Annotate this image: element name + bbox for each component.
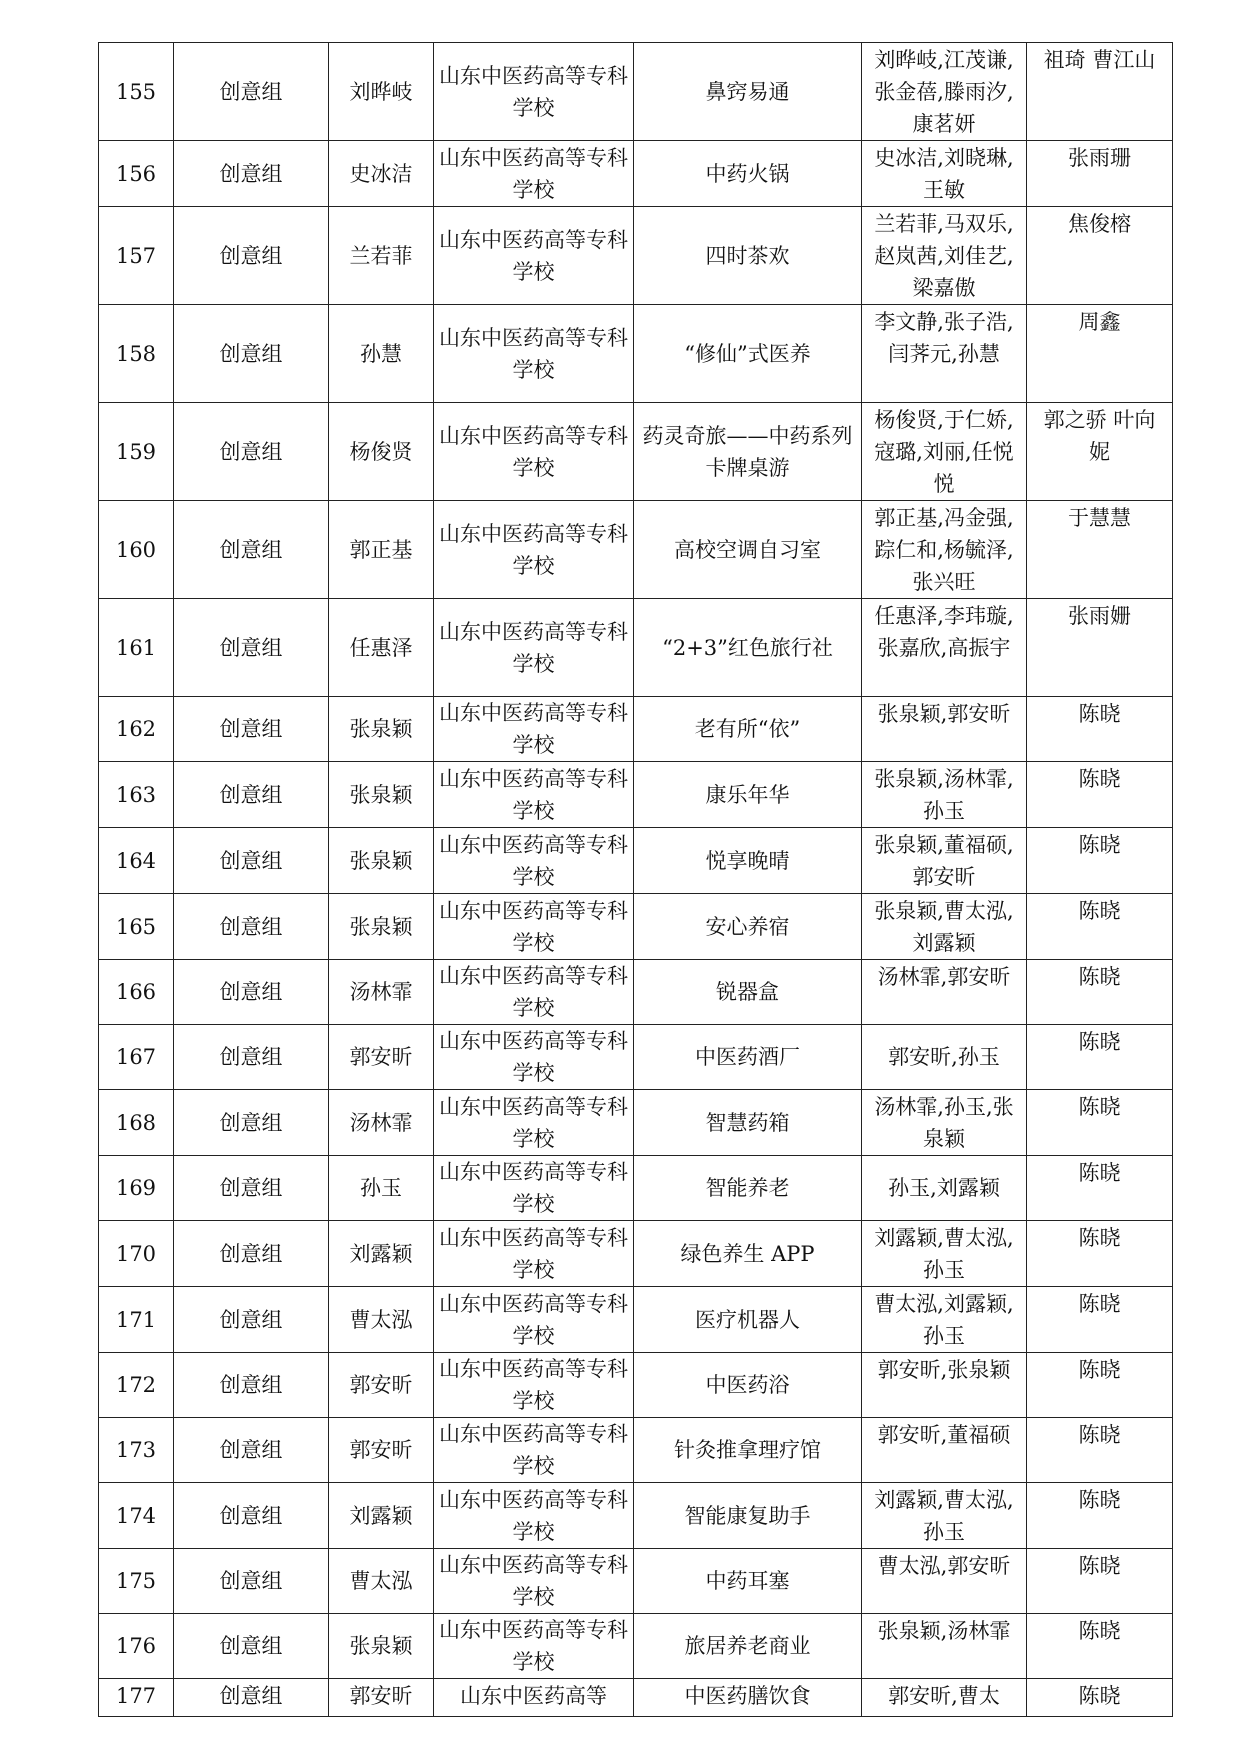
cell-advisor: 陈晓 [1027,1614,1173,1679]
cell-members: 郭安昕,董福硕 [862,1418,1027,1483]
cell-advisor: 周鑫 [1027,305,1173,403]
table-row [99,1090,1173,1156]
cell-advisor: 陈晓 [1027,894,1173,960]
table-row [99,894,1173,960]
cell-school: 山东中医药高等专科学校 [434,1090,634,1156]
cell-group: 创意组 [174,960,329,1025]
cell-advisor: 陈晓 [1027,1483,1173,1549]
cell-group: 创意组 [174,1614,329,1679]
cell-project: 智能康复助手 [634,1483,862,1549]
cell-group: 创意组 [174,697,329,762]
cell-members: 张泉颖,曹太泓,刘露颖 [862,894,1027,960]
cell-project: 鼻窍易通 [634,43,862,141]
cell-group: 创意组 [174,1221,329,1287]
cell-leader: 刘露颖 [329,1221,434,1287]
cell-leader: 汤林霏 [329,1090,434,1156]
cell-members: 史冰洁,刘晓琳,王敏 [862,141,1027,207]
cell-group: 创意组 [174,1025,329,1090]
cell-no: 172 [99,1353,174,1418]
cell-advisor: 陈晓 [1027,697,1173,762]
cell-group: 创意组 [174,501,329,599]
cell-members: 汤林霏,郭安昕 [862,960,1027,1025]
cell-group: 创意组 [174,43,329,141]
table-row [99,1353,1173,1418]
cell-project: 药灵奇旅——中药系列卡牌桌游 [634,403,862,501]
cell-no: 177 [99,1679,174,1717]
cell-no: 176 [99,1614,174,1679]
cell-leader: 任惠泽 [329,599,434,697]
cell-group: 创意组 [174,403,329,501]
cell-school: 山东中医药高等 [434,1679,634,1717]
cell-members: 张泉颖,汤林霏,孙玉 [862,762,1027,828]
cell-group: 创意组 [174,207,329,305]
cell-school: 山东中医药高等专科学校 [434,305,634,403]
cell-leader: 孙慧 [329,305,434,403]
cell-no: 158 [99,305,174,403]
cell-advisor: 陈晓 [1027,828,1173,894]
cell-members: 刘露颖,曹太泓,孙玉 [862,1221,1027,1287]
cell-leader: 郭安昕 [329,1418,434,1483]
cell-members: 曹太泓,郭安昕 [862,1549,1027,1614]
cell-school: 山东中医药高等专科学校 [434,1418,634,1483]
cell-school: 山东中医药高等专科学校 [434,828,634,894]
cell-leader: 郭安昕 [329,1025,434,1090]
cell-group: 创意组 [174,1287,329,1353]
table-row [99,1156,1173,1221]
table-row [99,1549,1173,1614]
cell-project: 旅居养老商业 [634,1614,862,1679]
cell-no: 170 [99,1221,174,1287]
table-row [99,960,1173,1025]
table-row [99,1418,1173,1483]
cell-school: 山东中医药高等专科学校 [434,207,634,305]
cell-no: 175 [99,1549,174,1614]
cell-leader: 张泉颖 [329,828,434,894]
cell-group: 创意组 [174,141,329,207]
cell-leader: 孙玉 [329,1156,434,1221]
cell-advisor: 于慧慧 [1027,501,1173,599]
cell-project: 四时茶欢 [634,207,862,305]
cell-project: 针灸推拿理疗馆 [634,1418,862,1483]
table-row [99,1025,1173,1090]
cell-advisor: 焦俊榕 [1027,207,1173,305]
cell-no: 165 [99,894,174,960]
cell-group: 创意组 [174,1090,329,1156]
cell-school: 山东中医药高等专科学校 [434,1483,634,1549]
cell-members: 刘晔岐,江茂谦,张金蓓,滕雨汐,康茗妍 [862,43,1027,141]
cell-no: 167 [99,1025,174,1090]
cell-school: 山东中医药高等专科学校 [434,599,634,697]
roster-table [98,42,1173,1717]
cell-group: 创意组 [174,1156,329,1221]
cell-leader: 曹太泓 [329,1287,434,1353]
cell-leader: 杨俊贤 [329,403,434,501]
table-row [99,141,1173,207]
cell-leader: 刘露颖 [329,1483,434,1549]
cell-members: 郭安昕,曹太 [862,1679,1027,1717]
cell-no: 169 [99,1156,174,1221]
cell-no: 162 [99,697,174,762]
cell-project: “修仙”式医养 [634,305,862,403]
table-row [99,43,1173,141]
cell-group: 创意组 [174,762,329,828]
cell-members: 刘露颖,曹太泓,孙玉 [862,1483,1027,1549]
cell-advisor: 陈晓 [1027,762,1173,828]
cell-group: 创意组 [174,894,329,960]
document-page [98,42,1172,1717]
cell-members: 兰若菲,马双乐,赵岚茜,刘佳艺,梁嘉傲 [862,207,1027,305]
cell-project: 绿色养生 APP [634,1221,862,1287]
table-row [99,305,1173,403]
cell-members: 任惠泽,李玮璇,张嘉欣,高振宇 [862,599,1027,697]
cell-leader: 郭正基 [329,501,434,599]
cell-school: 山东中医药高等专科学校 [434,1156,634,1221]
table-row [99,1679,1173,1717]
cell-project: 中医药浴 [634,1353,862,1418]
cell-no: 173 [99,1418,174,1483]
cell-leader: 刘晔岐 [329,43,434,141]
cell-group: 创意组 [174,1549,329,1614]
table-row [99,599,1173,697]
cell-advisor: 陈晓 [1027,960,1173,1025]
cell-project: 安心养宿 [634,894,862,960]
cell-project: 智慧药箱 [634,1090,862,1156]
cell-school: 山东中医药高等专科学校 [434,1025,634,1090]
cell-leader: 张泉颖 [329,1614,434,1679]
cell-leader: 汤林霏 [329,960,434,1025]
cell-members: 李文静,张子浩,闫荠元,孙慧 [862,305,1027,403]
cell-advisor: 陈晓 [1027,1549,1173,1614]
cell-advisor: 陈晓 [1027,1353,1173,1418]
cell-no: 171 [99,1287,174,1353]
cell-members: 郭安昕,张泉颖 [862,1353,1027,1418]
table-row [99,762,1173,828]
cell-school: 山东中医药高等专科学校 [434,1287,634,1353]
cell-no: 174 [99,1483,174,1549]
cell-project: 中医药酒厂 [634,1025,862,1090]
cell-no: 164 [99,828,174,894]
cell-leader: 史冰洁 [329,141,434,207]
cell-leader: 曹太泓 [329,1549,434,1614]
cell-no: 155 [99,43,174,141]
cell-advisor: 陈晓 [1027,1090,1173,1156]
table-row [99,403,1173,501]
cell-project: 智能养老 [634,1156,862,1221]
cell-school: 山东中医药高等专科学校 [434,894,634,960]
table-row [99,697,1173,762]
table-row [99,1287,1173,1353]
cell-school: 山东中医药高等专科学校 [434,762,634,828]
cell-members: 郭安昕,孙玉 [862,1025,1027,1090]
cell-school: 山东中医药高等专科学校 [434,1221,634,1287]
cell-school: 山东中医药高等专科学校 [434,1353,634,1418]
cell-advisor: 张雨珊 [1027,141,1173,207]
table-row [99,501,1173,599]
cell-project: 锐器盒 [634,960,862,1025]
cell-no: 156 [99,141,174,207]
cell-advisor: 陈晓 [1027,1221,1173,1287]
cell-members: 汤林霏,孙玉,张泉颖 [862,1090,1027,1156]
cell-school: 山东中医药高等专科学校 [434,501,634,599]
cell-no: 163 [99,762,174,828]
table-row [99,1221,1173,1287]
cell-advisor: 陈晓 [1027,1418,1173,1483]
cell-project: 高校空调自习室 [634,501,862,599]
cell-group: 创意组 [174,599,329,697]
cell-school: 山东中医药高等专科学校 [434,1549,634,1614]
cell-no: 157 [99,207,174,305]
cell-project: “2+3”红色旅行社 [634,599,862,697]
cell-leader: 兰若菲 [329,207,434,305]
cell-group: 创意组 [174,1353,329,1418]
table-row [99,1614,1173,1679]
cell-group: 创意组 [174,305,329,403]
cell-members: 曹太泓,刘露颖,孙玉 [862,1287,1027,1353]
cell-project: 中药耳塞 [634,1549,862,1614]
cell-group: 创意组 [174,828,329,894]
cell-advisor: 陈晓 [1027,1679,1173,1717]
cell-members: 张泉颖,汤林霏 [862,1614,1027,1679]
cell-school: 山东中医药高等专科学校 [434,960,634,1025]
roster-body [99,43,1173,1717]
cell-project: 老有所“依” [634,697,862,762]
cell-leader: 张泉颖 [329,697,434,762]
cell-no: 160 [99,501,174,599]
cell-project: 悦享晚晴 [634,828,862,894]
table-row [99,1483,1173,1549]
cell-project: 中医药膳饮食 [634,1679,862,1717]
cell-members: 孙玉,刘露颖 [862,1156,1027,1221]
cell-school: 山东中医药高等专科学校 [434,43,634,141]
cell-advisor: 祖琦 曹江山 [1027,43,1173,141]
cell-school: 山东中医药高等专科学校 [434,403,634,501]
cell-members: 张泉颖,董福硕,郭安昕 [862,828,1027,894]
table-row [99,828,1173,894]
cell-school: 山东中医药高等专科学校 [434,1614,634,1679]
cell-leader: 张泉颖 [329,894,434,960]
cell-leader: 郭安昕 [329,1353,434,1418]
cell-project: 康乐年华 [634,762,862,828]
cell-project: 中药火锅 [634,141,862,207]
cell-no: 161 [99,599,174,697]
cell-group: 创意组 [174,1483,329,1549]
cell-advisor: 张雨姗 [1027,599,1173,697]
cell-no: 159 [99,403,174,501]
cell-leader: 张泉颖 [329,762,434,828]
cell-advisor: 陈晓 [1027,1156,1173,1221]
cell-advisor: 陈晓 [1027,1287,1173,1353]
cell-school: 山东中医药高等专科学校 [434,141,634,207]
cell-members: 杨俊贤,于仁娇,寇璐,刘丽,任悦悦 [862,403,1027,501]
cell-no: 168 [99,1090,174,1156]
cell-school: 山东中医药高等专科学校 [434,697,634,762]
cell-group: 创意组 [174,1679,329,1717]
cell-group: 创意组 [174,1418,329,1483]
cell-advisor: 郭之骄 叶向妮 [1027,403,1173,501]
cell-advisor: 陈晓 [1027,1025,1173,1090]
table-row [99,207,1173,305]
cell-no: 166 [99,960,174,1025]
cell-leader: 郭安昕 [329,1679,434,1717]
cell-members: 张泉颖,郭安昕 [862,697,1027,762]
cell-project: 医疗机器人 [634,1287,862,1353]
cell-members: 郭正基,冯金强,踪仁和,杨毓泽,张兴旺 [862,501,1027,599]
